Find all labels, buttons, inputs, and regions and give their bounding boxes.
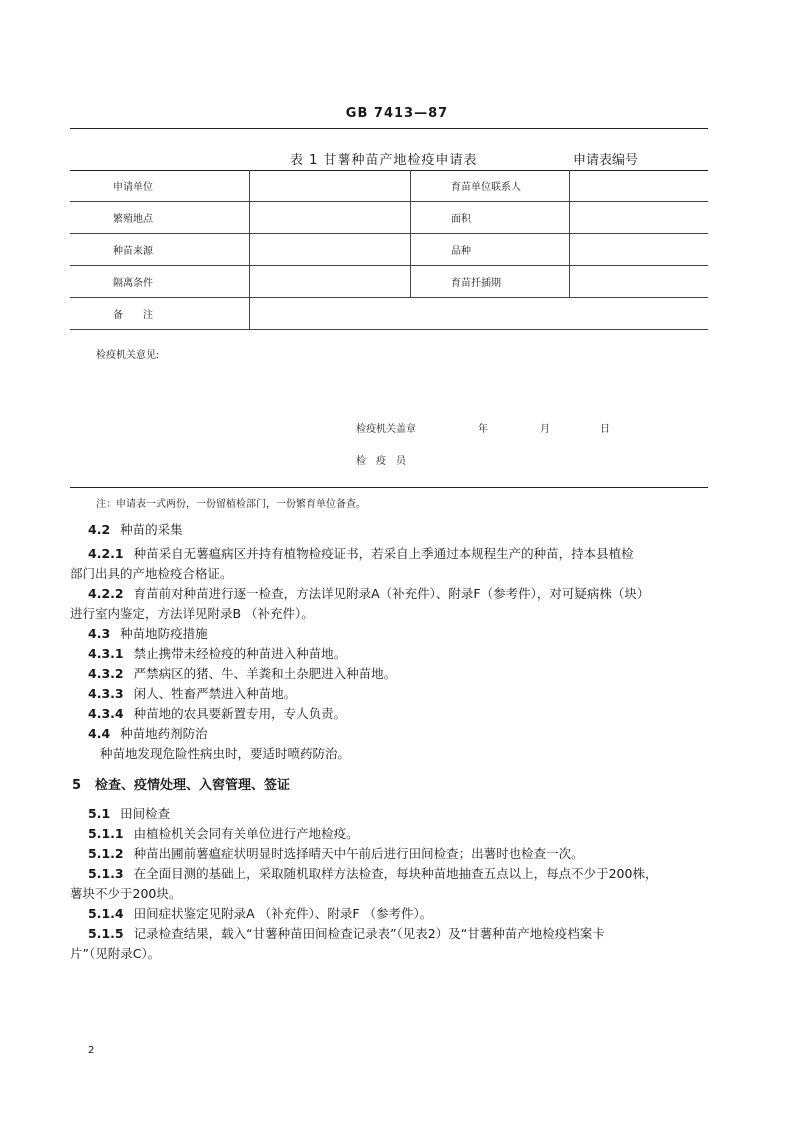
paragraph-text: 种苗出圃前薯瘟症状明显时选择晴天中午前后进行田间检查；出薯时也检查一次。 xyxy=(133,846,584,861)
application-form-table xyxy=(70,170,708,330)
inspector-label: 检 疫 员 xyxy=(356,456,406,467)
form-label: 育苗扦插期 xyxy=(411,266,570,298)
section-5-1-3 xyxy=(88,864,718,884)
table-note: 注：申请表一式两份，一份留植检部门，一份繁育单位备查。 xyxy=(96,499,366,510)
form-value-cell xyxy=(570,234,709,266)
section-5-1 xyxy=(88,804,170,824)
section-number: 5 xyxy=(72,778,82,793)
section-4-3-4 xyxy=(88,704,346,724)
table-row xyxy=(70,234,708,266)
header-rule xyxy=(70,128,708,129)
paragraph-continuation: 薯块不少于200块。 xyxy=(70,886,182,901)
form-label: 申请单位 xyxy=(70,170,250,202)
section-number: 5.1.1 xyxy=(88,826,124,841)
form-label: 面积 xyxy=(411,202,570,234)
section-number: 4.2.2 xyxy=(88,586,124,601)
table-title: 表 1 甘薯种苗产地检疫申请表 xyxy=(290,153,478,168)
section-5-heading xyxy=(72,774,290,793)
remarks-label: 备 注 xyxy=(70,298,250,330)
table-row xyxy=(70,298,708,330)
form-label: 繁殖地点 xyxy=(70,202,250,234)
section-4-2-2 xyxy=(88,584,718,604)
form-value-cell xyxy=(250,234,411,266)
section-number: 4.2 xyxy=(88,522,111,537)
paragraph-text: 严禁病区的猪、牛、羊粪和土杂肥进入种苗地。 xyxy=(133,666,397,681)
section-5-1-1 xyxy=(88,824,359,844)
opinion-label: 检疫机关意见: xyxy=(96,350,160,361)
section-heading: 种苗的采集 xyxy=(120,522,183,537)
paragraph-continuation: 片”（见附录C）。 xyxy=(70,946,161,961)
section-number: 4.2.1 xyxy=(88,546,124,561)
form-value-cell xyxy=(570,266,709,298)
paragraph-text: 种苗地发现危险性病虫时，要适时喷药防治。 xyxy=(100,746,351,761)
form-label: 种苗来源 xyxy=(70,234,250,266)
section-heading: 田间检查 xyxy=(120,806,171,821)
section-number: 4.3.3 xyxy=(88,686,124,701)
form-value-cell xyxy=(570,170,709,202)
paragraph-text: 育苗前对种苗进行逐一检查，方法详见附录A（补充件）、附录F（参考件），对可疑病株（块） xyxy=(133,586,650,601)
form-label: 隔离条件 xyxy=(70,266,250,298)
table-row xyxy=(70,202,708,234)
table-bottom-rule xyxy=(70,487,708,488)
section-heading: 种苗地防疫措施 xyxy=(120,626,208,641)
section-number: 5.1.2 xyxy=(88,846,124,861)
paragraph-text: 记录检查结果，载入“甘薯种苗田间检查记录表”（见表2）及“甘薯种苗产地检疫档案卡 xyxy=(133,926,605,941)
section-5-1-5 xyxy=(88,924,718,944)
month-label: 月 xyxy=(540,424,550,435)
section-number: 5.1.4 xyxy=(88,906,124,921)
section-4-3-1 xyxy=(88,644,346,664)
paragraph-text: 在全面目测的基础上，采取随机取样方法检查，每块种苗地抽查五点以上，每点不少于200株， xyxy=(133,866,658,881)
page-number: 2 xyxy=(88,1045,95,1056)
section-number: 4.4 xyxy=(88,726,111,741)
section-number: 5.1.3 xyxy=(88,866,124,881)
form-value-cell xyxy=(250,266,411,298)
section-number: 4.3.1 xyxy=(88,646,124,661)
section-number: 4.3.4 xyxy=(88,706,124,721)
section-number: 4.3 xyxy=(88,626,111,641)
paragraph-text: 种苗采自无薯瘟病区并持有植物检疫证书，若采自上季通过本规程生产的种苗，持本县植检 xyxy=(133,546,634,561)
form-value-cell xyxy=(570,202,709,234)
paragraph-text: 田间症状鉴定见附录A （补充件）、附录F （参考件）。 xyxy=(133,906,433,921)
section-4-2-1 xyxy=(88,544,718,564)
paragraph-text: 种苗地的农具要新置专用，专人负责。 xyxy=(133,706,347,721)
table-row xyxy=(70,170,708,202)
form-label: 育苗单位联系人 xyxy=(411,170,570,202)
section-4-3 xyxy=(88,624,208,644)
section-number: 5.1.5 xyxy=(88,926,124,941)
application-number-label: 申请表编号 xyxy=(573,153,639,168)
section-heading: 检查、疫情处理、入窖管理、签证 xyxy=(95,778,291,793)
remarks-value-cell xyxy=(250,298,709,330)
section-number: 5.1 xyxy=(88,806,111,821)
day-label: 日 xyxy=(600,424,610,435)
standard-code-header: GB 7413—87 xyxy=(345,106,449,121)
seal-label: 检疫机关盖章 xyxy=(356,424,416,435)
section-5-1-2 xyxy=(88,844,718,864)
section-heading: 种苗地药剂防治 xyxy=(120,726,208,741)
paragraph-continuation: 部门出具的产地检疫合格证。 xyxy=(70,566,233,581)
section-4-4 xyxy=(88,724,208,744)
paragraph-text: 由植检机关会同有关单位进行产地检疫。 xyxy=(133,826,359,841)
section-number: 4.3.2 xyxy=(88,666,124,681)
form-value-cell xyxy=(250,170,411,202)
section-5-1-4 xyxy=(88,904,432,924)
section-4-3-2 xyxy=(88,664,396,684)
table-row xyxy=(70,266,708,298)
year-label: 年 xyxy=(478,424,488,435)
paragraph-text: 禁止携带未经检疫的种苗进入种苗地。 xyxy=(133,646,347,661)
section-4-2 xyxy=(88,520,183,540)
paragraph-text: 闲人、牲畜严禁进入种苗地。 xyxy=(133,686,297,701)
paragraph-continuation: 进行室内鉴定，方法详见附录B （补充件）。 xyxy=(70,606,314,621)
section-4-3-3 xyxy=(88,684,296,704)
form-label: 品种 xyxy=(411,234,570,266)
form-value-cell xyxy=(250,202,411,234)
